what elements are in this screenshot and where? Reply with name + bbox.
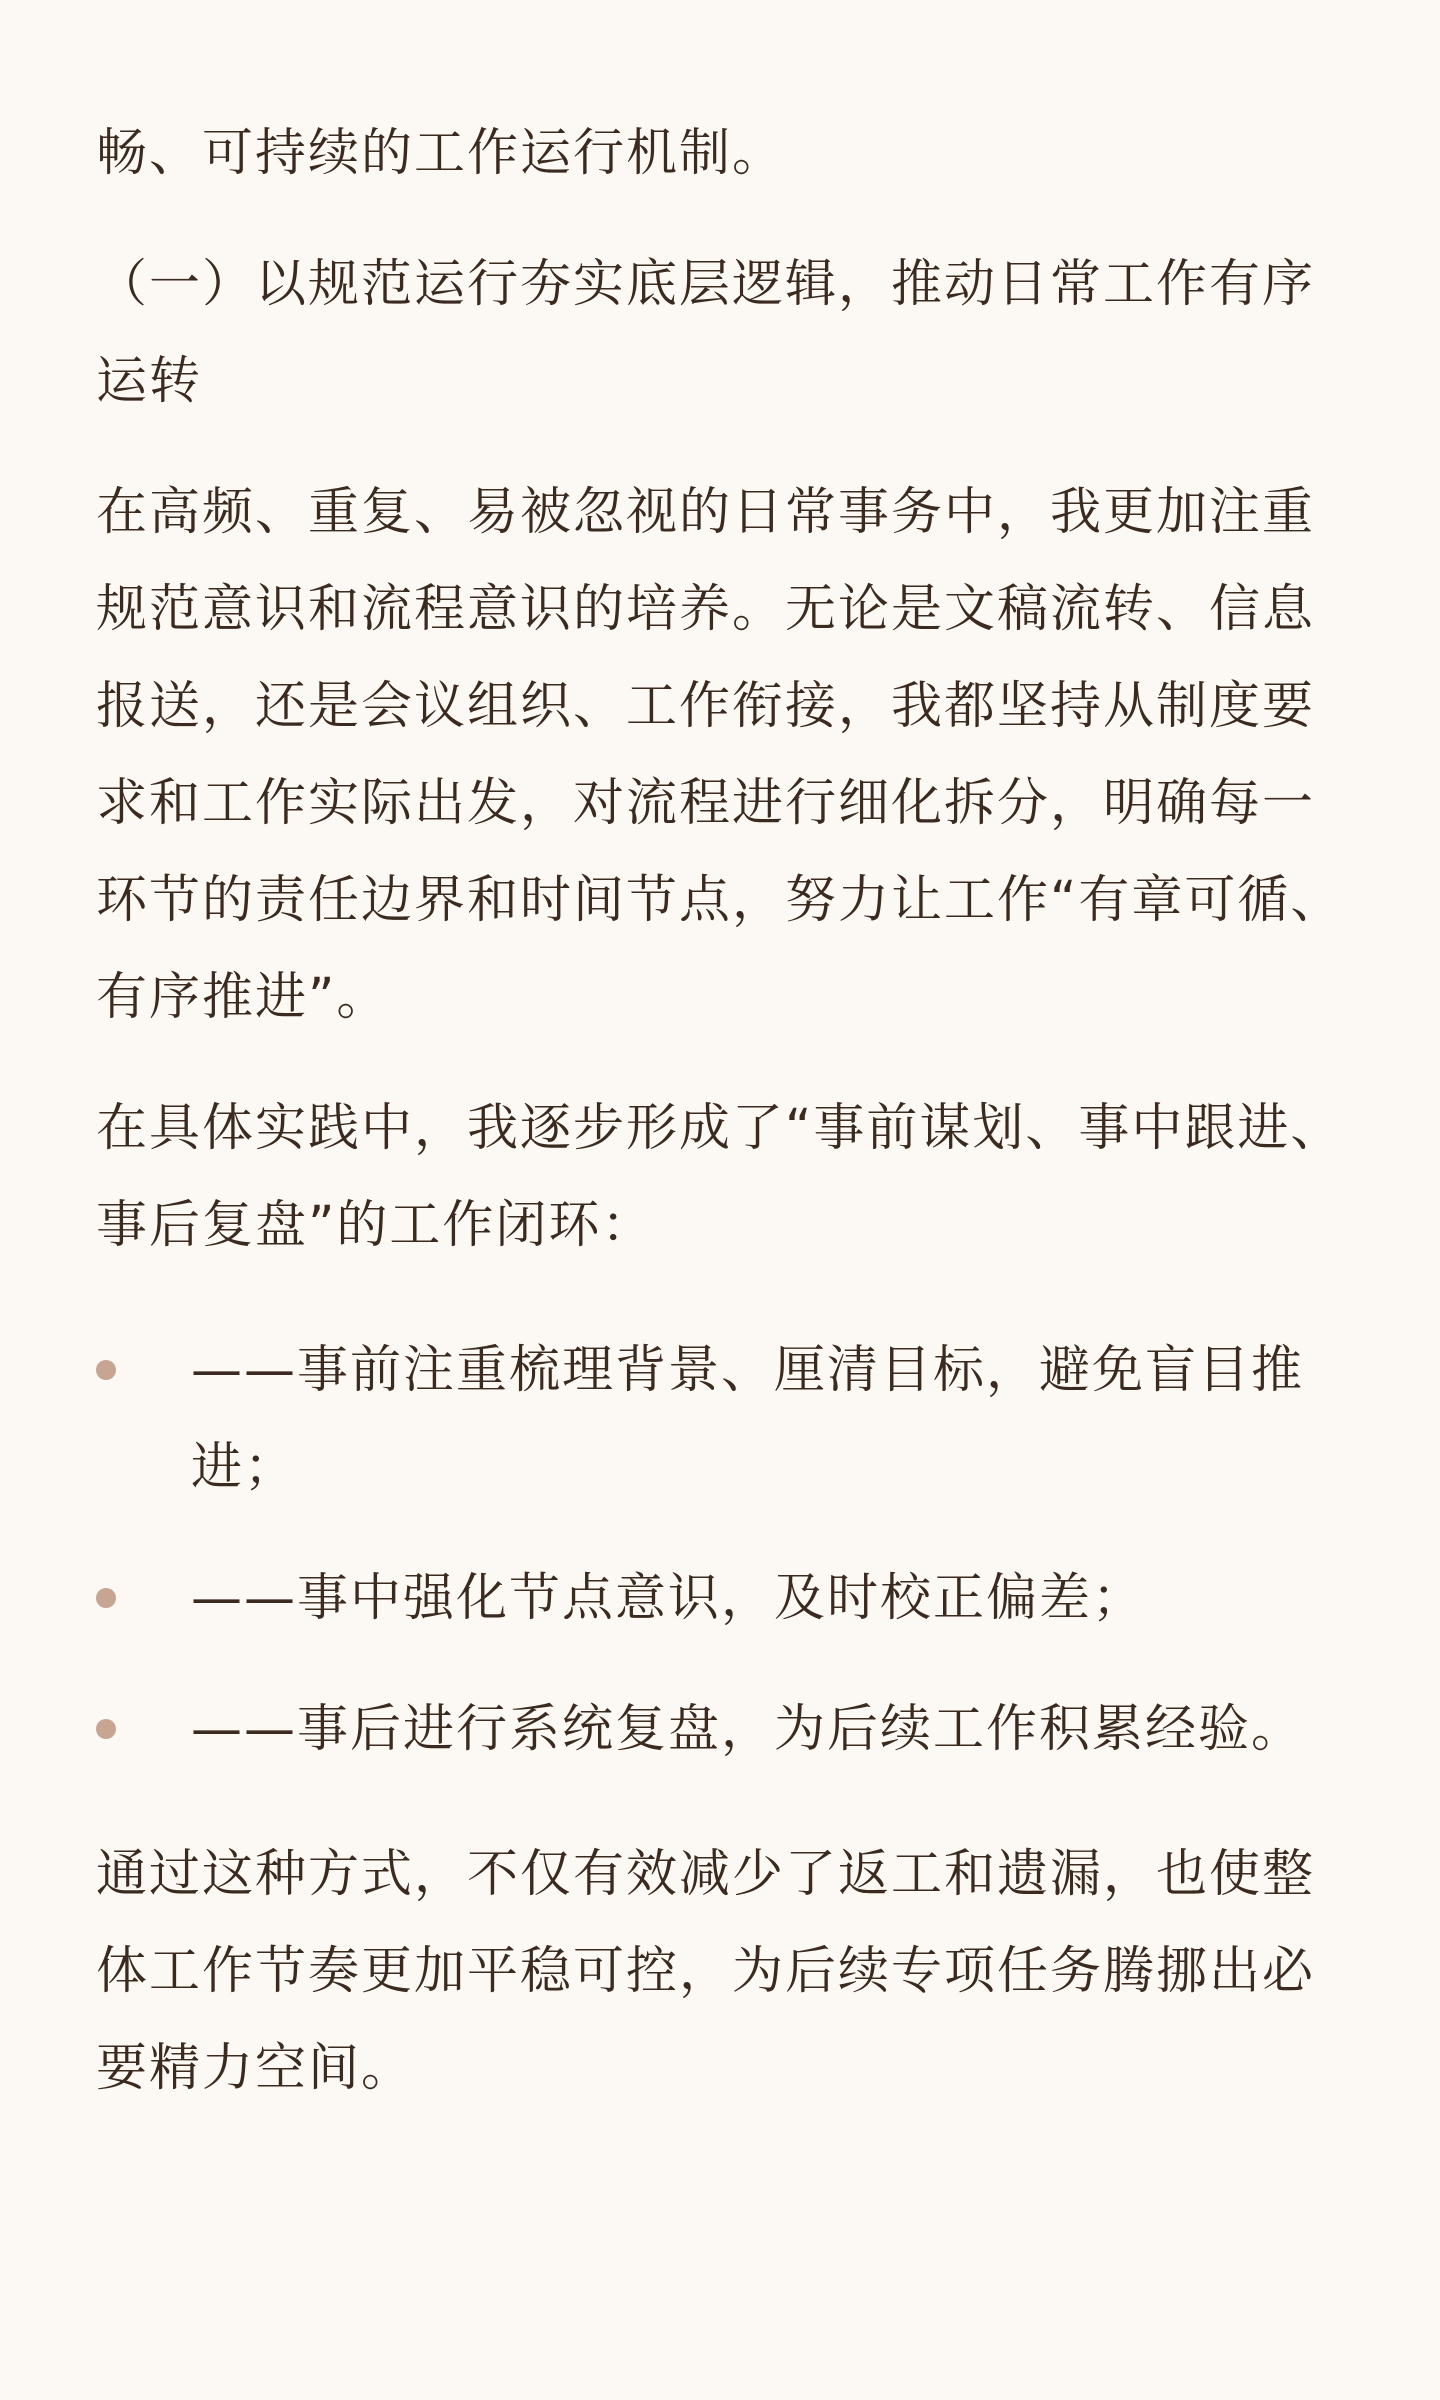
list-item-text: ——事前注重梳理背景、厘清目标，避免盲目推进； — [191, 1341, 1305, 1497]
bullet-icon — [96, 1360, 116, 1380]
bullet-icon — [96, 1588, 116, 1608]
bullet-icon — [96, 1719, 116, 1739]
article-content — [96, 105, 1344, 2117]
list-item-text: ——事中强化节点意识，及时校正偏差； — [191, 1569, 1146, 1628]
paragraph-1: 在高频、重复、易被忽视的日常事务中，我更加注重规范意识和流程意识的培养。无论是文稿流转、信息报送，还是会议组织、工作衔接，我都坚持从制度要求和工作实际出发，对流程进行细化拆分，明确每一环节的责任边界和时间节点，努力让工作“有章可循、有序推进”。 — [96, 483, 1344, 1027]
workflow-list — [96, 1322, 1344, 1778]
lead-fragment-text: 畅、可持续的工作运行机制。 — [96, 124, 786, 183]
list-item — [96, 1322, 1344, 1516]
list-item — [96, 1550, 1344, 1647]
section-heading: （一）以规范运行夯实底层逻辑，推动日常工作有序运转 — [96, 255, 1316, 411]
list-item — [96, 1681, 1344, 1778]
paragraph-2: 在具体实践中，我逐步形成了“事前谋划、事中跟进、事后复盘”的工作闭环： — [96, 1099, 1344, 1255]
paragraph-3: 通过这种方式，不仅有效减少了返工和遗漏，也使整体工作节奏更加平稳可控，为后续专项任务腾挪出必要精力空间。 — [96, 1845, 1316, 2098]
list-item-text: ——事后进行系统复盘，为后续工作积累经验。 — [191, 1700, 1305, 1759]
